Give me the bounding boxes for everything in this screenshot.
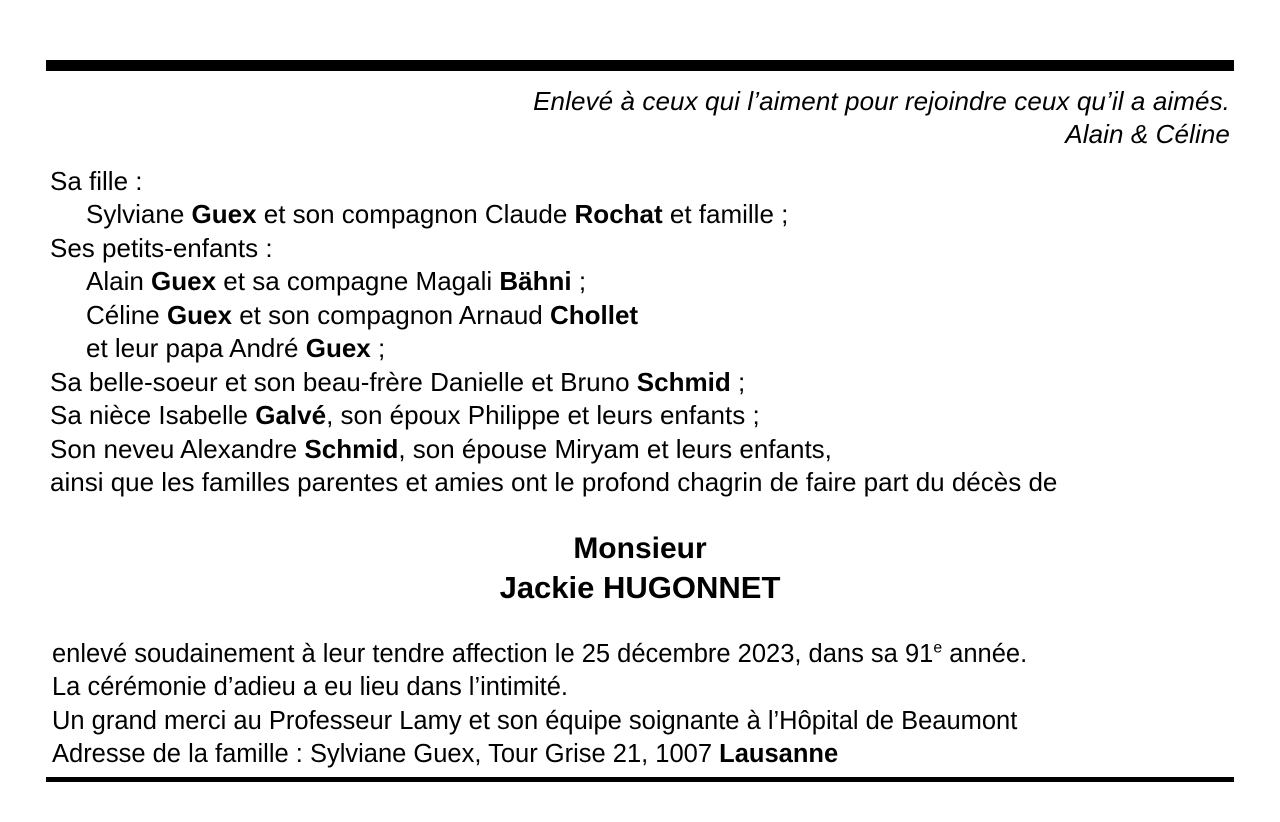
grandchild-entry-2 bbox=[50, 299, 1234, 333]
inlaws-entry bbox=[50, 366, 1234, 400]
deceased-name: Jackie HUGONNET bbox=[499, 570, 781, 606]
gc2-surname: Guex bbox=[166, 299, 232, 330]
niece-entry bbox=[50, 399, 1234, 433]
gc1-partner-text: et sa compagne Magali bbox=[216, 266, 500, 297]
gc2-firstname: Céline bbox=[86, 299, 167, 330]
daughter-surname: Guex bbox=[191, 199, 257, 230]
nephew-prefix: Son neveu Alexandre bbox=[50, 433, 305, 464]
grandchildren-label: Ses petits-enfants : bbox=[50, 232, 273, 263]
niece-surname: Galvé bbox=[255, 400, 327, 431]
gc3-prefix: et leur papa André bbox=[86, 333, 306, 364]
address-text: Adresse de la famille : Sylviane Guex, Tour Grise 21, 1007 bbox=[52, 740, 720, 769]
death-notice bbox=[46, 60, 1234, 782]
grandchild-entry-1 bbox=[50, 265, 1234, 299]
gc2-partner-surname: Chollet bbox=[549, 299, 639, 330]
bottom-rule bbox=[46, 777, 1234, 782]
passing-line bbox=[52, 638, 1234, 671]
gc1-partner-surname: Bähni bbox=[499, 266, 572, 297]
closing-sentence: ainsi que les familles parentes et amies ont le profond chagrin de faire part du décès de bbox=[50, 467, 1058, 498]
passing-text: enlevé soudainement à leur tendre affection le 25 décembre 2023, dans sa 91 bbox=[52, 639, 934, 668]
daughter-partner-text: et son compagnon Claude bbox=[256, 199, 575, 230]
gc2-partner-text: et son compagnon Arnaud bbox=[231, 299, 550, 330]
grandchildren-father-entry bbox=[50, 332, 1234, 366]
nephew-surname: Schmid bbox=[304, 433, 399, 464]
passing-text-end: année. bbox=[942, 639, 1028, 668]
page-left-margin bbox=[0, 0, 26, 822]
niece-end: , son époux Philippe et leurs enfants ; bbox=[326, 400, 760, 431]
details-block bbox=[46, 638, 1234, 772]
gc1-surname: Guex bbox=[151, 266, 217, 297]
gc3-entry-end: ; bbox=[370, 333, 386, 364]
top-rule bbox=[46, 60, 1234, 71]
nephew-end: , son épouse Miryam et leurs enfants, bbox=[398, 433, 832, 464]
epitaph-block bbox=[46, 71, 1234, 151]
epitaph-quote: Enlevé à ceux qui l’aiment pour rejoindre ceux qu’il a aimés. bbox=[533, 86, 1230, 116]
daughter-firstname: Sylviane bbox=[86, 199, 192, 230]
daughter-entry bbox=[50, 198, 1234, 232]
gc3-surname: Guex bbox=[305, 333, 371, 364]
niece-prefix: Sa nièce Isabelle bbox=[50, 400, 256, 431]
daughter-partner-surname: Rochat bbox=[574, 199, 663, 230]
gc1-entry-end: ; bbox=[571, 266, 587, 297]
gc1-firstname: Alain bbox=[86, 266, 152, 297]
daughter-entry-end: et famille ; bbox=[662, 199, 789, 230]
daughter-label: Sa fille : bbox=[50, 165, 143, 196]
deceased-title: Monsieur bbox=[573, 531, 707, 565]
inlaws-surname: Schmid bbox=[636, 366, 731, 397]
nephew-entry bbox=[50, 433, 1234, 467]
ordinal-suffix: e bbox=[933, 639, 943, 657]
thanks-line: Un grand merci au Professeur Lamy et son équipe soignante à l’Hôpital de Beaumont bbox=[52, 706, 1018, 735]
ceremony-line: La cérémonie d’adieu a eu lieu dans l’intimité. bbox=[52, 673, 568, 702]
family-list bbox=[46, 165, 1234, 500]
address-line bbox=[52, 738, 1234, 771]
inlaws-prefix: Sa belle-soeur et son beau-frère Danielle et Bruno bbox=[50, 366, 637, 397]
epitaph-signature: Alain & Céline bbox=[1065, 118, 1230, 149]
address-city: Lausanne bbox=[719, 740, 839, 769]
inlaws-end: ; bbox=[730, 366, 746, 397]
deceased-block bbox=[46, 530, 1234, 608]
